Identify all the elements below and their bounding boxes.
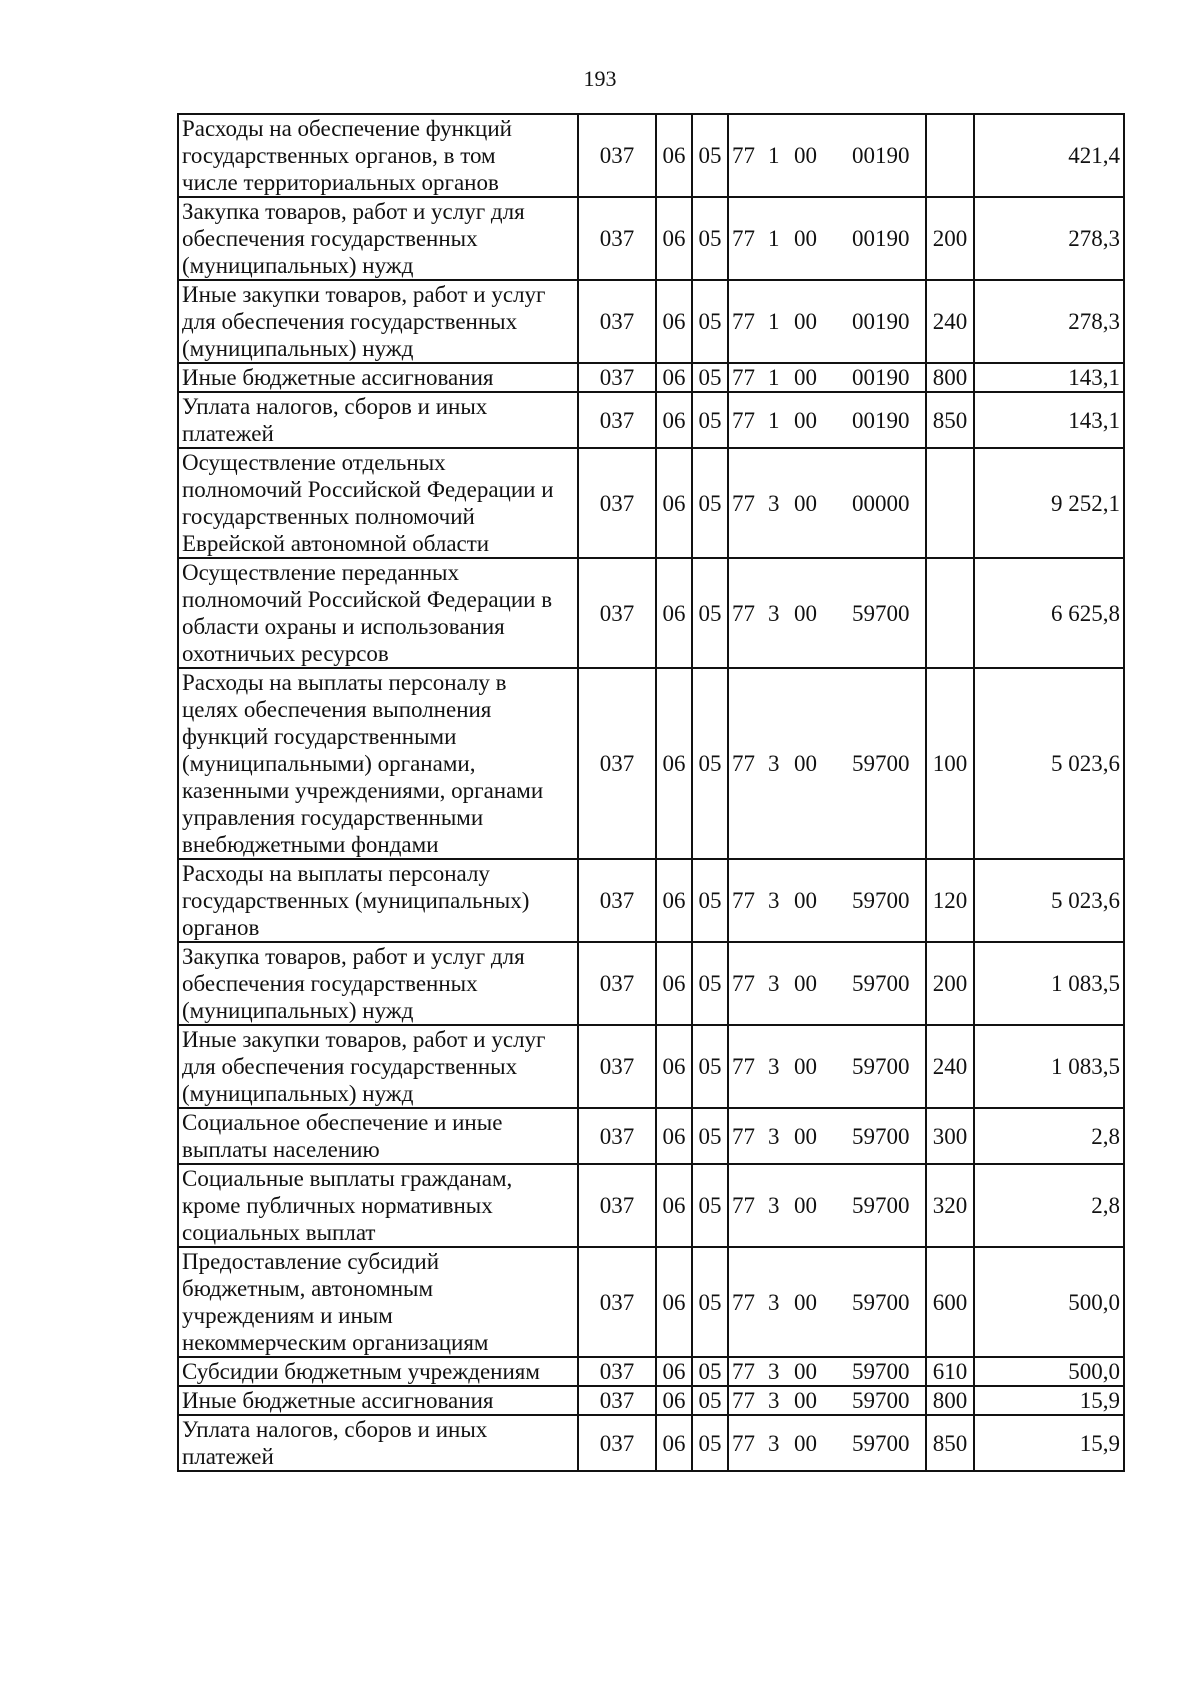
row-target-article bbox=[728, 558, 926, 668]
row-target-article bbox=[728, 363, 926, 392]
row-subsection-code: 05 bbox=[692, 1247, 728, 1357]
row-program-code: 77 bbox=[732, 1193, 755, 1218]
row-program-code: 77 bbox=[732, 1388, 755, 1413]
row-subprogram-code: 3 bbox=[768, 1289, 780, 1315]
row-expense-type-code: 120 bbox=[926, 859, 974, 942]
row-description: Субсидии бюджетным учреждениям bbox=[178, 1357, 578, 1386]
row-subsection-code: 05 bbox=[692, 114, 728, 197]
row-direction-code: 59700 bbox=[852, 751, 910, 776]
row-subprogram-code: 1 bbox=[768, 309, 780, 334]
row-target-article bbox=[728, 1357, 926, 1386]
row-expense-type-code: 300 bbox=[926, 1108, 974, 1164]
row-main-event-code: 00 bbox=[794, 751, 817, 776]
row-expense-type-code: 200 bbox=[926, 197, 974, 280]
row-direction-code: 59700 bbox=[852, 1123, 910, 1149]
row-subprogram-code: 1 bbox=[768, 143, 780, 168]
row-subsection-code: 05 bbox=[692, 1164, 728, 1247]
row-program-code: 77 bbox=[732, 1123, 755, 1149]
row-program-code: 77 bbox=[732, 309, 755, 334]
row-subsection-code: 05 bbox=[692, 558, 728, 668]
row-target-article bbox=[728, 1415, 926, 1471]
row-program-code: 77 bbox=[732, 1359, 755, 1384]
row-main-event-code: 00 bbox=[794, 1359, 817, 1384]
row-section-code: 06 bbox=[656, 668, 692, 859]
row-description: Иные бюджетные ассигнования bbox=[178, 1386, 578, 1415]
row-subsection-code: 05 bbox=[692, 1108, 728, 1164]
row-ministry-code: 037 bbox=[578, 197, 656, 280]
row-expense-type-code bbox=[926, 114, 974, 197]
row-direction-code: 59700 bbox=[852, 1054, 910, 1079]
table-row bbox=[178, 942, 1124, 1025]
row-subsection-code: 05 bbox=[692, 942, 728, 1025]
row-target-article bbox=[728, 859, 926, 942]
row-ministry-code: 037 bbox=[578, 1357, 656, 1386]
row-subsection-code: 05 bbox=[692, 1357, 728, 1386]
row-target-article bbox=[728, 197, 926, 280]
table-row bbox=[178, 392, 1124, 448]
row-subsection-code: 05 bbox=[692, 392, 728, 448]
row-description: Расходы на обеспечение функций государственных органов, в том числе территориальных органов bbox=[178, 114, 578, 197]
row-amount: 15,9 bbox=[974, 1386, 1124, 1415]
row-subprogram-code: 3 bbox=[768, 1123, 780, 1149]
row-main-event-code: 00 bbox=[794, 490, 817, 516]
row-direction-code: 59700 bbox=[852, 1430, 910, 1456]
row-expense-type-code: 850 bbox=[926, 392, 974, 448]
row-ministry-code: 037 bbox=[578, 859, 656, 942]
row-direction-code: 59700 bbox=[852, 888, 910, 913]
table-row bbox=[178, 280, 1124, 363]
row-subsection-code: 05 bbox=[692, 363, 728, 392]
row-subsection-code: 05 bbox=[692, 1025, 728, 1108]
row-expense-type-code: 200 bbox=[926, 942, 974, 1025]
row-ministry-code: 037 bbox=[578, 1415, 656, 1471]
table-row bbox=[178, 448, 1124, 558]
row-amount: 143,1 bbox=[974, 392, 1124, 448]
row-subprogram-code: 3 bbox=[768, 600, 780, 626]
row-amount: 15,9 bbox=[974, 1415, 1124, 1471]
table-row bbox=[178, 1357, 1124, 1386]
row-subprogram-code: 3 bbox=[768, 1430, 780, 1456]
row-direction-code: 00190 bbox=[852, 226, 910, 251]
row-description: Осуществление переданных полномочий Российской Федерации в области охраны и использования охотничьих ресурсов bbox=[178, 558, 578, 668]
row-main-event-code: 00 bbox=[794, 971, 817, 996]
row-target-article bbox=[728, 1025, 926, 1108]
row-amount: 278,3 bbox=[974, 197, 1124, 280]
row-subsection-code: 05 bbox=[692, 197, 728, 280]
row-section-code: 06 bbox=[656, 392, 692, 448]
row-program-code: 77 bbox=[732, 407, 755, 433]
budget-table bbox=[177, 113, 1125, 1472]
row-expense-type-code: 240 bbox=[926, 280, 974, 363]
row-main-event-code: 00 bbox=[794, 226, 817, 251]
row-section-code: 06 bbox=[656, 1025, 692, 1108]
row-description: Уплата налогов, сборов и иных платежей bbox=[178, 1415, 578, 1471]
row-section-code: 06 bbox=[656, 942, 692, 1025]
row-program-code: 77 bbox=[732, 490, 755, 516]
row-direction-code: 00000 bbox=[852, 490, 910, 516]
row-section-code: 06 bbox=[656, 363, 692, 392]
row-description: Иные закупки товаров, работ и услуг для обеспечения государственных (муниципальных) нужд bbox=[178, 280, 578, 363]
row-target-article bbox=[728, 1108, 926, 1164]
row-ministry-code: 037 bbox=[578, 448, 656, 558]
row-expense-type-code: 600 bbox=[926, 1247, 974, 1357]
row-amount: 1 083,5 bbox=[974, 1025, 1124, 1108]
row-main-event-code: 00 bbox=[794, 309, 817, 334]
row-main-event-code: 00 bbox=[794, 1193, 817, 1218]
row-amount: 2,8 bbox=[974, 1108, 1124, 1164]
row-description: Закупка товаров, работ и услуг для обеспечения государственных (муниципальных) нужд bbox=[178, 197, 578, 280]
row-amount: 1 083,5 bbox=[974, 942, 1124, 1025]
row-target-article bbox=[728, 392, 926, 448]
row-subsection-code: 05 bbox=[692, 448, 728, 558]
row-section-code: 06 bbox=[656, 114, 692, 197]
table-row bbox=[178, 558, 1124, 668]
row-subsection-code: 05 bbox=[692, 859, 728, 942]
row-expense-type-code: 850 bbox=[926, 1415, 974, 1471]
row-section-code: 06 bbox=[656, 1108, 692, 1164]
row-ministry-code: 037 bbox=[578, 668, 656, 859]
row-ministry-code: 037 bbox=[578, 942, 656, 1025]
row-ministry-code: 037 bbox=[578, 363, 656, 392]
row-section-code: 06 bbox=[656, 1164, 692, 1247]
row-program-code: 77 bbox=[732, 888, 755, 913]
row-direction-code: 59700 bbox=[852, 1388, 910, 1413]
row-main-event-code: 00 bbox=[794, 1430, 817, 1456]
row-subprogram-code: 3 bbox=[768, 1054, 780, 1079]
row-direction-code: 00190 bbox=[852, 309, 910, 334]
row-subprogram-code: 3 bbox=[768, 1359, 780, 1384]
row-amount: 500,0 bbox=[974, 1357, 1124, 1386]
row-expense-type-code: 610 bbox=[926, 1357, 974, 1386]
row-amount: 143,1 bbox=[974, 363, 1124, 392]
row-program-code: 77 bbox=[732, 600, 755, 626]
row-expense-type-code bbox=[926, 448, 974, 558]
row-description: Социальные выплаты гражданам, кроме публичных нормативных социальных выплат bbox=[178, 1164, 578, 1247]
row-subprogram-code: 1 bbox=[768, 226, 780, 251]
table-row bbox=[178, 1386, 1124, 1415]
table-row bbox=[178, 668, 1124, 859]
row-ministry-code: 037 bbox=[578, 280, 656, 363]
row-ministry-code: 037 bbox=[578, 1247, 656, 1357]
row-subprogram-code: 3 bbox=[768, 490, 780, 516]
row-amount: 5 023,6 bbox=[974, 668, 1124, 859]
row-description: Расходы на выплаты персоналу государственных (муниципальных) органов bbox=[178, 859, 578, 942]
table-row bbox=[178, 1247, 1124, 1357]
row-description: Закупка товаров, работ и услуг для обеспечения государственных (муниципальных) нужд bbox=[178, 942, 578, 1025]
row-description: Осуществление отдельных полномочий Российской Федерации и государственных полномочий Еврейской автономной области bbox=[178, 448, 578, 558]
row-main-event-code: 00 bbox=[794, 888, 817, 913]
row-main-event-code: 00 bbox=[794, 600, 817, 626]
table-row bbox=[178, 197, 1124, 280]
row-target-article bbox=[728, 1386, 926, 1415]
table-row bbox=[178, 1025, 1124, 1108]
row-amount: 500,0 bbox=[974, 1247, 1124, 1357]
row-ministry-code: 037 bbox=[578, 1164, 656, 1247]
row-subprogram-code: 3 bbox=[768, 751, 780, 776]
row-direction-code: 59700 bbox=[852, 1359, 910, 1384]
row-subprogram-code: 3 bbox=[768, 971, 780, 996]
table-row bbox=[178, 114, 1124, 197]
row-expense-type-code: 240 bbox=[926, 1025, 974, 1108]
row-main-event-code: 00 bbox=[794, 365, 817, 390]
row-description: Уплата налогов, сборов и иных платежей bbox=[178, 392, 578, 448]
row-expense-type-code: 320 bbox=[926, 1164, 974, 1247]
row-program-code: 77 bbox=[732, 1289, 755, 1315]
row-section-code: 06 bbox=[656, 1386, 692, 1415]
row-direction-code: 00190 bbox=[852, 143, 910, 168]
row-section-code: 06 bbox=[656, 1357, 692, 1386]
row-subsection-code: 05 bbox=[692, 280, 728, 363]
row-section-code: 06 bbox=[656, 197, 692, 280]
row-section-code: 06 bbox=[656, 1415, 692, 1471]
row-program-code: 77 bbox=[732, 1430, 755, 1456]
row-program-code: 77 bbox=[732, 751, 755, 776]
row-expense-type-code: 800 bbox=[926, 1386, 974, 1415]
row-subprogram-code: 3 bbox=[768, 1388, 780, 1413]
row-subprogram-code: 1 bbox=[768, 365, 780, 390]
row-section-code: 06 bbox=[656, 280, 692, 363]
row-subsection-code: 05 bbox=[692, 668, 728, 859]
row-section-code: 06 bbox=[656, 859, 692, 942]
row-subprogram-code: 3 bbox=[768, 888, 780, 913]
row-main-event-code: 00 bbox=[794, 407, 817, 433]
row-program-code: 77 bbox=[732, 143, 755, 168]
row-section-code: 06 bbox=[656, 1247, 692, 1357]
row-target-article bbox=[728, 942, 926, 1025]
row-program-code: 77 bbox=[732, 971, 755, 996]
row-main-event-code: 00 bbox=[794, 1054, 817, 1079]
row-main-event-code: 00 bbox=[794, 1123, 817, 1149]
row-subprogram-code: 3 bbox=[768, 1193, 780, 1218]
table-row bbox=[178, 859, 1124, 942]
row-ministry-code: 037 bbox=[578, 1025, 656, 1108]
row-amount: 2,8 bbox=[974, 1164, 1124, 1247]
row-direction-code: 59700 bbox=[852, 600, 910, 626]
row-expense-type-code: 800 bbox=[926, 363, 974, 392]
row-direction-code: 59700 bbox=[852, 1289, 910, 1315]
row-ministry-code: 037 bbox=[578, 558, 656, 668]
row-description: Социальное обеспечение и иные выплаты населению bbox=[178, 1108, 578, 1164]
row-description: Расходы на выплаты персоналу в целях обеспечения выполнения функций государственными (муниципальными) органами, казенными учреждениями, органами управления государственными внебюджетными фондами bbox=[178, 668, 578, 859]
row-direction-code: 00190 bbox=[852, 407, 910, 433]
row-target-article bbox=[728, 114, 926, 197]
row-direction-code: 00190 bbox=[852, 365, 910, 390]
row-main-event-code: 00 bbox=[794, 1289, 817, 1315]
row-program-code: 77 bbox=[732, 1054, 755, 1079]
row-amount: 5 023,6 bbox=[974, 859, 1124, 942]
table-row bbox=[178, 1108, 1124, 1164]
page-number: 193 bbox=[583, 66, 617, 91]
row-section-code: 06 bbox=[656, 448, 692, 558]
budget-table-body bbox=[178, 114, 1124, 1471]
row-direction-code: 59700 bbox=[852, 971, 910, 996]
table-row bbox=[178, 363, 1124, 392]
row-ministry-code: 037 bbox=[578, 1386, 656, 1415]
row-expense-type-code: 100 bbox=[926, 668, 974, 859]
row-ministry-code: 037 bbox=[578, 1108, 656, 1164]
row-ministry-code: 037 bbox=[578, 114, 656, 197]
row-target-article bbox=[728, 280, 926, 363]
row-main-event-code: 00 bbox=[794, 143, 817, 168]
row-ministry-code: 037 bbox=[578, 392, 656, 448]
row-program-code: 77 bbox=[732, 365, 755, 390]
row-program-code: 77 bbox=[732, 226, 755, 251]
row-subsection-code: 05 bbox=[692, 1415, 728, 1471]
row-amount: 9 252,1 bbox=[974, 448, 1124, 558]
row-target-article bbox=[728, 448, 926, 558]
table-row bbox=[178, 1415, 1124, 1471]
row-subsection-code: 05 bbox=[692, 1386, 728, 1415]
row-section-code: 06 bbox=[656, 558, 692, 668]
row-description: Предоставление субсидий бюджетным, автономным учреждениям и иным некоммерческим организациям bbox=[178, 1247, 578, 1357]
row-target-article bbox=[728, 668, 926, 859]
row-expense-type-code bbox=[926, 558, 974, 668]
row-amount: 278,3 bbox=[974, 280, 1124, 363]
row-amount: 421,4 bbox=[974, 114, 1124, 197]
row-subprogram-code: 1 bbox=[768, 407, 780, 433]
row-main-event-code: 00 bbox=[794, 1388, 817, 1413]
row-target-article bbox=[728, 1164, 926, 1247]
row-description: Иные бюджетные ассигнования bbox=[178, 363, 578, 392]
row-description: Иные закупки товаров, работ и услуг для обеспечения государственных (муниципальных) нужд bbox=[178, 1025, 578, 1108]
row-amount: 6 625,8 bbox=[974, 558, 1124, 668]
row-target-article bbox=[728, 1247, 926, 1357]
row-direction-code: 59700 bbox=[852, 1193, 910, 1218]
table-row bbox=[178, 1164, 1124, 1247]
